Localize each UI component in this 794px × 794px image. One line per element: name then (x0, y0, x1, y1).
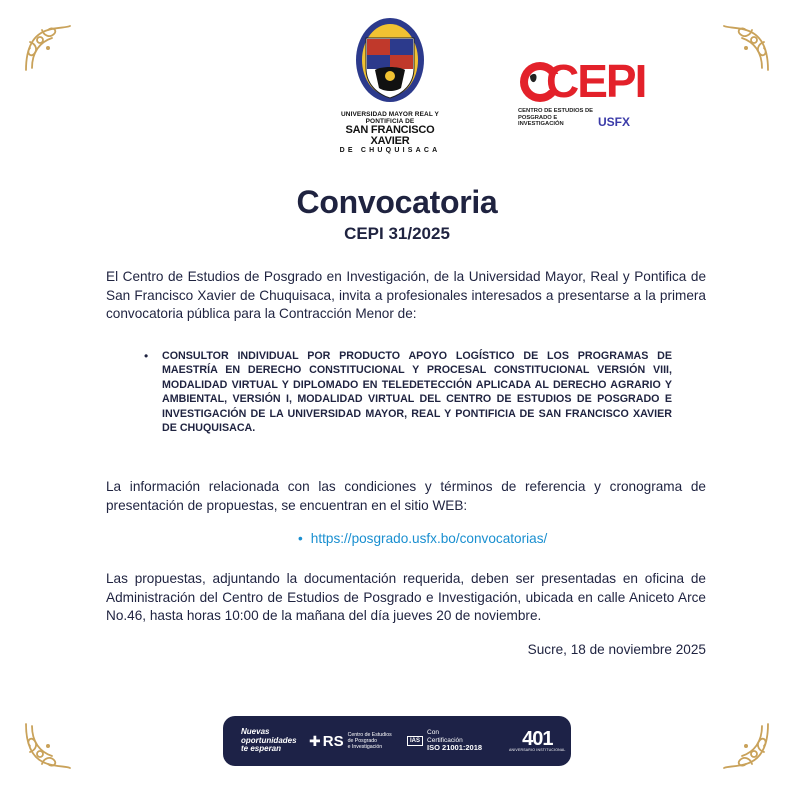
page-subtitle: CEPI 31/2025 (344, 224, 450, 243)
slogan-line3: te esperan (241, 744, 282, 754)
cepi-wordmark: CEPI (546, 55, 646, 107)
info-paragraph: La información relacionada con las condiciones y términos de referencia y cronograma de presentación de propuestas, se encuentran en el sitio WEB: (106, 479, 706, 513)
link-row (298, 531, 547, 546)
page-title: Convocatoria (296, 184, 498, 220)
corner-ornament-icon (22, 22, 74, 74)
footer-certification (407, 716, 482, 766)
date-text: Sucre, 18 de noviembre 2025 (527, 642, 706, 657)
cross-icon: ✚ (309, 732, 321, 749)
rs-text-line3: e Investigación (347, 744, 383, 750)
slogan-line2: oportunidades (241, 735, 297, 745)
intro-paragraph: El Centro de Estudios de Posgrado en Investigación, de la Universidad Mayor, Real y Pontifica de San Francisco Xavier de Chuquisaca, invita a profesionales interesados a presentarse a la primera convocatoria pública para la Contracción Menor de: (106, 269, 706, 321)
university-logo (330, 16, 450, 154)
ias-badge: IAS (407, 736, 423, 746)
corner-ornament-icon (720, 720, 772, 772)
cert-line1: Con (427, 729, 439, 737)
cepi-usfx-label: USFX (597, 114, 630, 129)
footer-banner (223, 716, 571, 766)
rs-text-line2: de Posgrado (347, 738, 377, 744)
link-bullet-icon: • (298, 531, 303, 546)
bullet-text: CONSULTOR INDIVIDUAL POR PRODUCTO APOYO LOGÍSTICO DE LOS PROGRAMAS DE MAESTRÍA EN DERECHO CONSTITUCIONAL Y PROCESAL CONSTITUCIONAL VERSIÓN VIII, MODALIDAD VIRTUAL Y DIPLOMADO EN TELEDETECCIÓN APLICADA AL DERECHO AGRARIO Y AMBIENTAL, VERSIÓN I, MODALIDAD VIRTUAL DEL CENTRO DE ESTUDIOS DE POSGRADO E INVESTIGACIÓN DE LA UNIVERSIDAD MAYOR, REAL Y PONTIFICIA DE SAN FRANCISCO XAVIER DE CHUQUISACA. (162, 350, 672, 435)
corner-ornament-icon (720, 22, 772, 74)
anniversary-number: 401 (522, 728, 553, 750)
cepi-subtitle-line1: CENTRO DE ESTUDIOS DE (518, 108, 594, 114)
footer-rs-logo (309, 716, 392, 766)
bullet-dot-icon: • (144, 349, 149, 363)
footer-anniversary (509, 716, 566, 766)
cert-line2: Certificación (427, 736, 463, 744)
cepi-subtitle-line2: POSGRADO E INVESTIGACIÓN (518, 114, 564, 127)
slogan-line1: Nuevas (241, 727, 270, 737)
university-name-line3: DE CHUQUISACA (339, 147, 441, 154)
submission-paragraph: Las propuestas, adjuntando la documentación requerida, deben ser presentadas en oficina de Administración del Centro de Estudios de Posgrado e Investigación, ubicada en calle Aniceto Arce No.46, hasta horas 10:00 de la mañana del día jueves 20 de noviembre. (106, 571, 706, 623)
university-name-line2: SAN FRANCISCO XAVIER (345, 124, 435, 147)
anniversary-subtitle: ANIVERSARIO INSTITUCIONAL (509, 748, 566, 752)
rs-label: RS (322, 732, 344, 750)
rs-text-line1: Centro de Estudios (347, 732, 392, 738)
cert-line3: ISO 21001:2018 (427, 743, 483, 753)
cepi-logo (518, 55, 646, 129)
corner-ornament-icon (22, 720, 74, 772)
convocatorias-link[interactable]: https://posgrado.usfx.bo/convocatorias/ (310, 531, 548, 546)
university-seal-icon (353, 16, 427, 108)
footer-slogan (241, 716, 297, 766)
university-name-line1: UNIVERSIDAD MAYOR REAL Y PONTIFICIA DE (341, 111, 439, 125)
